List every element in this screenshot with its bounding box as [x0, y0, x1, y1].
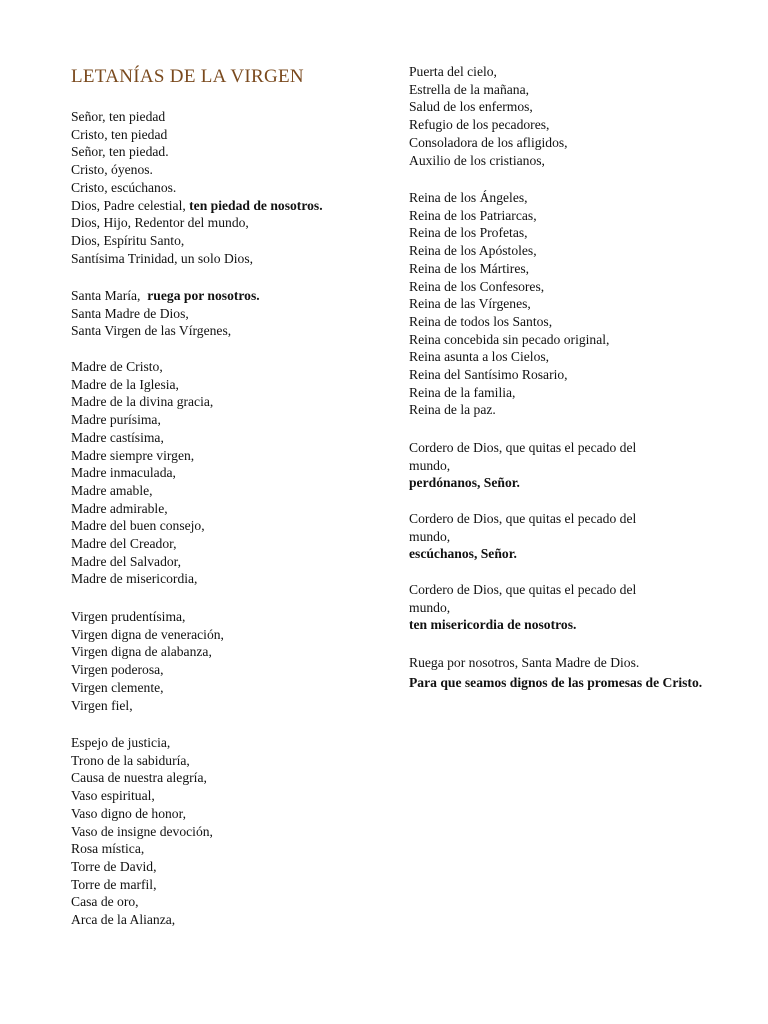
invocation-line: Madre siempre virgen, — [71, 447, 195, 463]
invocation-line: Reina de los Ángeles, — [409, 190, 528, 205]
invocation-line: Madre admirable, — [71, 500, 168, 516]
invocation-line: Virgen digna de alabanza, — [71, 644, 212, 660]
invocation-line: Torre de David, — [71, 858, 157, 874]
invocation-line: Puerta del cielo, — [409, 64, 497, 79]
invocation-line: Virgen fiel, — [71, 697, 133, 713]
invocation-line: Santa Virgen de las Vírgenes, — [71, 323, 232, 339]
invocation-line: Santísima Trinidad, un solo Dios, — [71, 250, 254, 266]
closing-versicle: Ruega por nosotros, Santa Madre de Dios. — [409, 655, 640, 670]
invocation-line: Reina de todos los Santos, — [409, 313, 553, 329]
closing-response: Para que seamos dignos de las promesas de Cristo. — [409, 674, 703, 690]
invocation-line: Madre del Creador, — [71, 536, 177, 552]
agnus-dei-2 — [409, 510, 636, 563]
invocation-line: Cristo, óyenos. — [71, 162, 153, 178]
invocation-text: Dios, Padre celestial, — [71, 197, 190, 213]
invocation-line: Reina de los Patriarcas, — [409, 207, 537, 223]
invocation-line: Madre inmaculada, — [71, 465, 176, 481]
invocation-line: Torre de marfil, — [71, 876, 157, 892]
invocation-line: Dios, Hijo, Redentor del mundo, — [71, 215, 249, 231]
invocation-line: Señor, ten piedad — [71, 109, 166, 124]
invocation-line: Madre del buen consejo, — [71, 518, 205, 534]
invocation-line: Reina de la familia, — [409, 384, 516, 400]
invocation-line: Señor, ten piedad. — [71, 144, 169, 160]
invocation-line: Rosa mística, — [71, 841, 145, 857]
invocation-line: Madre del Salvador, — [71, 553, 182, 569]
invocation-line: Madre amable, — [71, 482, 153, 498]
agnus-dei-line: Cordero de Dios, que quitas el pecado del — [409, 440, 637, 455]
invocation-line: Virgen clemente, — [71, 679, 164, 695]
agnus-dei-line: mundo, — [409, 528, 451, 544]
invocation-line: Reina de los Mártires, — [409, 260, 530, 276]
agnus-dei-3 — [409, 581, 636, 634]
agnus-dei-line: mundo, — [409, 457, 451, 473]
invocation-line: Cristo, escúchanos. — [71, 179, 177, 195]
page-title: LETANÍAS DE LA VIRGEN — [71, 66, 304, 87]
invocation-line: Casa de oro, — [71, 894, 139, 910]
invocation-text: Santa María, — [71, 288, 144, 303]
invocation-line: Vaso digno de honor, — [71, 805, 186, 821]
invocation-line: Reina asunta a los Cielos, — [409, 349, 550, 365]
invocation-line-with-response — [71, 287, 260, 305]
invocation-line: Madre castísima, — [71, 429, 164, 445]
invocation-line: Salud de los enfermos, — [409, 99, 533, 115]
invocation-line: Vaso de insigne devoción, — [71, 823, 213, 839]
agnus-dei-response: escúchanos, Señor. — [409, 546, 517, 562]
invocation-line: Reina de la paz. — [409, 402, 496, 418]
agnus-dei-line: mundo, — [409, 599, 451, 615]
invocation-line: Madre de misericordia, — [71, 571, 198, 587]
invocation-line: Virgen prudentísima, — [71, 609, 186, 624]
invocation-line: Trono de la sabiduría, — [71, 752, 190, 768]
invocation-line: Auxilio de los cristianos, — [409, 152, 545, 168]
invocation-line: Madre de la Iglesia, — [71, 376, 179, 392]
invocation-line: Causa de nuestra alegría, — [71, 770, 207, 786]
invocation-line: Madre purísima, — [71, 412, 161, 428]
invocation-block-trinity — [71, 108, 323, 267]
invocation-block-refugio — [409, 63, 568, 169]
invocation-line: Reina de los Profetas, — [409, 225, 528, 241]
invocation-line: Reina concebida sin pecado original, — [409, 331, 610, 347]
invocation-block-titles — [71, 734, 213, 929]
invocation-line: Arca de la Alianza, — [71, 912, 176, 928]
invocation-line: Virgen digna de veneración, — [71, 626, 224, 642]
invocation-line: Cristo, ten piedad — [71, 126, 168, 142]
agnus-dei-response: ten misericordia de nosotros. — [409, 617, 577, 633]
agnus-dei-line: Cordero de Dios, que quitas el pecado del — [409, 582, 637, 597]
agnus-dei-response: perdónanos, Señor. — [409, 475, 520, 491]
invocation-line: Madre de Cristo, — [71, 359, 163, 374]
invocation-line: Vaso espiritual, — [71, 788, 155, 804]
invocation-block-virgen — [71, 608, 224, 714]
invocation-line: Dios, Espíritu Santo, — [71, 232, 185, 248]
closing-prayer — [409, 654, 709, 692]
invocation-line: Madre de la divina gracia, — [71, 394, 214, 410]
invocation-line: Consoladora de los afligidos, — [409, 134, 568, 150]
invocation-line: Virgen poderosa, — [71, 662, 164, 678]
agnus-dei-1 — [409, 439, 636, 492]
invocation-block-madre — [71, 358, 213, 588]
invocation-line: Espejo de justicia, — [71, 735, 171, 750]
invocation-block-santa-maria — [71, 287, 260, 340]
invocation-line-with-response — [71, 197, 323, 215]
response-text: ten piedad de nosotros. — [189, 197, 323, 213]
invocation-line: Santa Madre de Dios, — [71, 305, 189, 321]
invocation-line: Estrella de la mañana, — [409, 81, 530, 97]
agnus-dei-line: Cordero de Dios, que quitas el pecado del — [409, 511, 637, 526]
invocation-block-reina — [409, 189, 609, 419]
invocation-line: Reina de los Confesores, — [409, 278, 545, 294]
invocation-line: Refugio de los pecadores, — [409, 117, 550, 133]
response-text: ruega por nosotros. — [147, 288, 260, 303]
invocation-line: Reina del Santísimo Rosario, — [409, 367, 568, 383]
invocation-line: Reina de los Apóstoles, — [409, 243, 537, 259]
invocation-line: Reina de las Vírgenes, — [409, 296, 531, 312]
